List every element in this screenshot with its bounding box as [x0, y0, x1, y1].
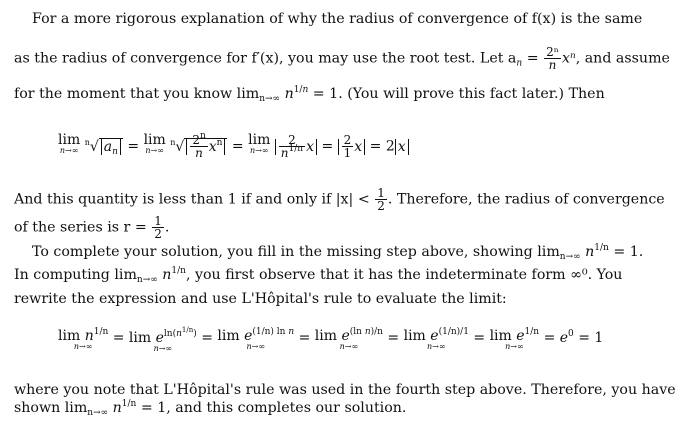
fraction-one-half: $\frac{1}{2}$: [377, 186, 385, 213]
paragraph-4-line-2: shown $\lim_{n\to\infty} n^{1/n} = 1$, and this completes our solution.: [14, 399, 407, 418]
equation-root-test: [0, 126, 575, 166]
text: where you note that L'Hôpital's rule was used in the fourth step above. Therefore, you have: [14, 382, 676, 398]
paragraph-2-line-1: [14, 186, 665, 213]
equation-2-content: $\lim n^{1/n}$ n→∞ = $\lim e^{ln(n^{1/n})}$ n→∞ = $\lim e^{(1/n) ln n}$ n→∞ = $\lim e^{(ln n)/n}$ n→∞ = $\lim e^{(1/n)/1}$ n→∞ = $\lim e^{1/n}$ n→∞ = $e^0 = 1$: [58, 326, 604, 353]
paragraph-3-line-1: To complete your solution, you fill in the missing step above, showing $\lim_{n\to\infty} n^{1/n} = 1$.: [32, 243, 644, 262]
text: For a more rigorous explanation of why the radius of convergence of f(x) is the same: [32, 11, 643, 27]
text: rewrite the expression and use L'Hôpital's rule to evaluate the limit:: [14, 291, 507, 307]
paragraph-1-line-2: as the radius of convergence for f′(x), you may use the root test. Let $a_n$ = $\frac{\text{2ⁿ}}{n}$ xⁿ, and assume: [14, 45, 670, 72]
fraction-one-half-r: $\frac{1}{2}$: [154, 214, 162, 241]
text: as the radius of convergence for f′(x), you may use the root test. Let a: [14, 50, 517, 67]
text: = 1.: [608, 244, 644, 260]
paragraph-2-line-2: of the series is r = $\frac{1}{2}$ .: [14, 214, 170, 241]
paragraph-3-line-2: In computing $\lim_{n\to\infty} n^{1/n}$, you first observe that it has the indeterminate form ∞⁰. You: [14, 266, 623, 285]
text: In computing lim: [14, 267, 137, 283]
fraction-2n-over-n: $\frac{\text{2ⁿ}}{n}$: [546, 45, 559, 72]
text: of the series is r =: [14, 219, 147, 236]
text: = 1. (You will prove this fact later.) Then: [308, 86, 605, 102]
paragraph-1-line-3: for the moment that you know $\lim_{n\to\infty} n^{1/n} = 1$. (You will prove this fact later.) Then: [14, 85, 605, 104]
text: And this quantity is less than 1 if and only if |x| <: [14, 191, 370, 208]
paragraph-3-line-3: [14, 290, 566, 308]
text: , you first observe that it has the indeterminate form ∞⁰. You: [185, 267, 623, 283]
text: . Therefore, the radius of convergence: [387, 191, 665, 208]
equation-lhopital: [0, 318, 604, 358]
paragraph-4-line-1: [14, 381, 676, 399]
text: To complete your solution, you fill in the missing step above, showing lim: [32, 244, 560, 260]
equation-1-content: lim n→∞ $^n$√ $a_n = \lim$ n→∞ $^n$√ $\frac{2^n}{n}$ $x^n = \lim$ n→∞ $\frac{2}{n^{1/n}}$ x = $\frac{2}{1}$ x = 2 x: [58, 134, 409, 159]
text: = 1, and this completes our solution.: [136, 400, 407, 416]
text: , and assume: [575, 50, 670, 67]
paragraph-1-line-1: [32, 10, 643, 28]
text: for the moment that you know lim: [14, 86, 260, 102]
text: shown lim: [14, 400, 88, 416]
